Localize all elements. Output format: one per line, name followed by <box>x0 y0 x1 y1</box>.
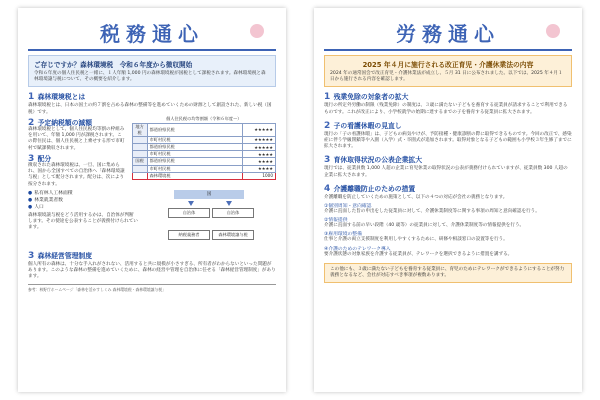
diagram-taxpayer: 納税義務者 <box>168 230 210 240</box>
section-text: 森林環境税とは、日本の国土の約７割を占める森林の整備等を進めていくための財源として創設された、新しい税（国税）です。 <box>28 103 272 115</box>
source-note: 参考：林野庁ホームページ「森林を活かすしくみ 森林環境税・森林環境譲与税」 <box>28 284 276 293</box>
table-row: 地方税 都道府県民税 ★★★★★ <box>132 123 275 136</box>
table-row: 市町村民税 ★★★★ <box>132 165 275 172</box>
table-row: 国税 都道府県民税 ★★★★ <box>132 158 275 165</box>
sub-text: 仕事と介護の両立支援制度を利用しやすくするために、研修や相談窓口の設置等を行う。 <box>324 237 508 243</box>
sub-text: 要介護状態の対象家族を介護する従業員が、テレワークを選択できるように措置を講ずる。 <box>324 251 513 257</box>
section-heading: 2 子の看護休暇の見直し <box>324 120 402 131</box>
section-text: 現行の所定外労働の制限（残業免除）の制度は、３歳に満たない子どもを養育する従業員が請求することで利用できるものです。これが改正により、小学校就学の始期に達するまでの子を養育する従業員に拡大されます。 <box>324 103 568 115</box>
intro-heading: 2025 年４月に施行される改正育児・介護休業法の内容 <box>362 61 534 69</box>
page-title: 税務通心 <box>18 18 286 47</box>
sub-heading: ④介護のためのテレワーク導入 <box>324 246 391 252</box>
flower-icon <box>250 24 264 38</box>
tax-section-columns <box>28 116 276 188</box>
section-heading: 4 介護離職防止のための措置 <box>324 183 416 194</box>
section-heading: 1 森林環境税とは <box>28 92 86 103</box>
page-title: 労務通心 <box>314 18 582 47</box>
diagram-national: 国 <box>174 190 244 199</box>
right-newsletter-page <box>314 8 582 392</box>
arrow-down-icon <box>188 201 194 206</box>
table-row: 市町村民税 ★★★★ <box>132 151 275 158</box>
list-item: ● 人口 <box>28 204 44 210</box>
sub-heading: ③雇用環境の整備 <box>324 232 362 238</box>
sub-heading: ①個別周知・意向確認 <box>324 204 372 210</box>
section-heading: 1 残業免除の対象者の拡大 <box>324 92 409 103</box>
table-row: 市町村民税 ★★★★★ <box>132 136 275 143</box>
section-text: 森林環境税として、個人住民税均等割の枠組みを用いて、年額 1,000 円が課税されます。この際住民は、個人住民税と上乗せする形で市町村で賦課徴収されます。 <box>28 127 125 151</box>
list-item: ● 林業就業者数 <box>28 197 63 203</box>
text-column <box>28 116 126 188</box>
section-text: 介護離職を防止していくための施策として、以下の４つの対応が会社の義務となります。 <box>324 194 508 200</box>
allocation-text: 森林環境譲与税をどう活用するかは、自治体が判断します。その使途を公表することが義務付けられています。 <box>28 212 138 231</box>
section-text: 徴収された森林環境税は、一旦、国に集められ、国から全国すべての自治体へ「森林環境譲与税」として配分されます。配分は、次により按分されます。 <box>28 163 125 187</box>
tax-figure <box>132 116 276 188</box>
flower-icon <box>546 24 560 38</box>
intro-text: 2024 年の通常国会で改正育児・介護休業法が成立し、５月 31 日に公布されました。以下では、2025 年４月１日から施行される内容を確認します。 <box>330 71 563 83</box>
sub-text: 介護に直面する前の早い段階（40 歳等）の従業員に対して、介護休業制度等の情報提供を行う。 <box>324 223 525 229</box>
intro-box <box>324 55 572 87</box>
intro-text: 令和６年度の個人住民税と一緒に、１人年額 1,000 円の森林環境税が国税として課税されます。森林環境税と森林環境譲与税について、その概要を紹介します。 <box>34 71 266 83</box>
list-item: ● 私有林人工林面積 <box>28 190 73 196</box>
figure-title: 個人住民税の均等割額（令和６年度〜） <box>166 115 242 121</box>
table-row: 都道府県民税 ★★★★★ <box>132 144 275 151</box>
diagram-transfer-tax: 森林環境譲与税 <box>212 230 254 240</box>
section-heading: 3 森林経営管理制度 <box>28 250 93 261</box>
section-heading: 2 予定納税額の減額 <box>28 117 93 128</box>
title-divider <box>324 49 572 51</box>
section-text: 現行の「子の看護休暇」は、子どもの病気やけが、予防接種・健康診断の際に取得できるものです。今回の改正で、感染症に伴う学級閉鎖等や入園（入学）式・卒園式が追加されます。取得対象となる子どもの範囲も小学校３年生修了までに拡大されます。 <box>324 131 572 150</box>
allocation-area <box>28 190 276 246</box>
sub-text: 介護に直面した旨の申出をした従業員に対して、介護休業制度等に関する事項の周知と意向確認を行う。 <box>324 209 540 215</box>
closing-note: この他にも、３歳に満たない子どもを養育する従業員に、育児のためにテレワークができるようにすることが努力義務となるなど、会社が対応すべき事項が複数あります。 <box>324 263 572 283</box>
diagram-local-gov: 自治体 <box>168 208 210 218</box>
highlighted-row: 森林環境税 1000 <box>132 172 275 179</box>
tax-table <box>132 123 276 180</box>
diagram-local-gov: 自治体 <box>212 208 254 218</box>
sub-heading: ②情報提供 <box>324 218 348 224</box>
bullet-list <box>28 190 138 246</box>
arrow-down-icon <box>226 201 232 206</box>
section-text: 現行では、従業員数 1,000 人超の企業に育児休業の取得状況の公表が義務付けられていますが、従業員数 300 人超の企業に拡大されます。 <box>324 166 568 178</box>
intro-box <box>28 55 276 87</box>
left-newsletter-page <box>18 8 286 392</box>
section-heading: 3 育休取得状況の公表企業拡大 <box>324 155 422 166</box>
intro-heading: ご存じですか？森林環境税 令和６年度から徴収開始 <box>34 61 193 69</box>
title-divider <box>28 49 276 51</box>
section-heading: 3 配分 <box>28 153 52 164</box>
section-text: 個人所有の森林は、十分な手入れがされない、活用すると共に規模が小さすぎる、所有者がわからないといった問題があります。このような森林の整備を進めていくために、森林の経営や管理を自治体に任せる「森林経営管理制度」があります。 <box>28 261 276 280</box>
allocation-diagram <box>142 190 276 246</box>
